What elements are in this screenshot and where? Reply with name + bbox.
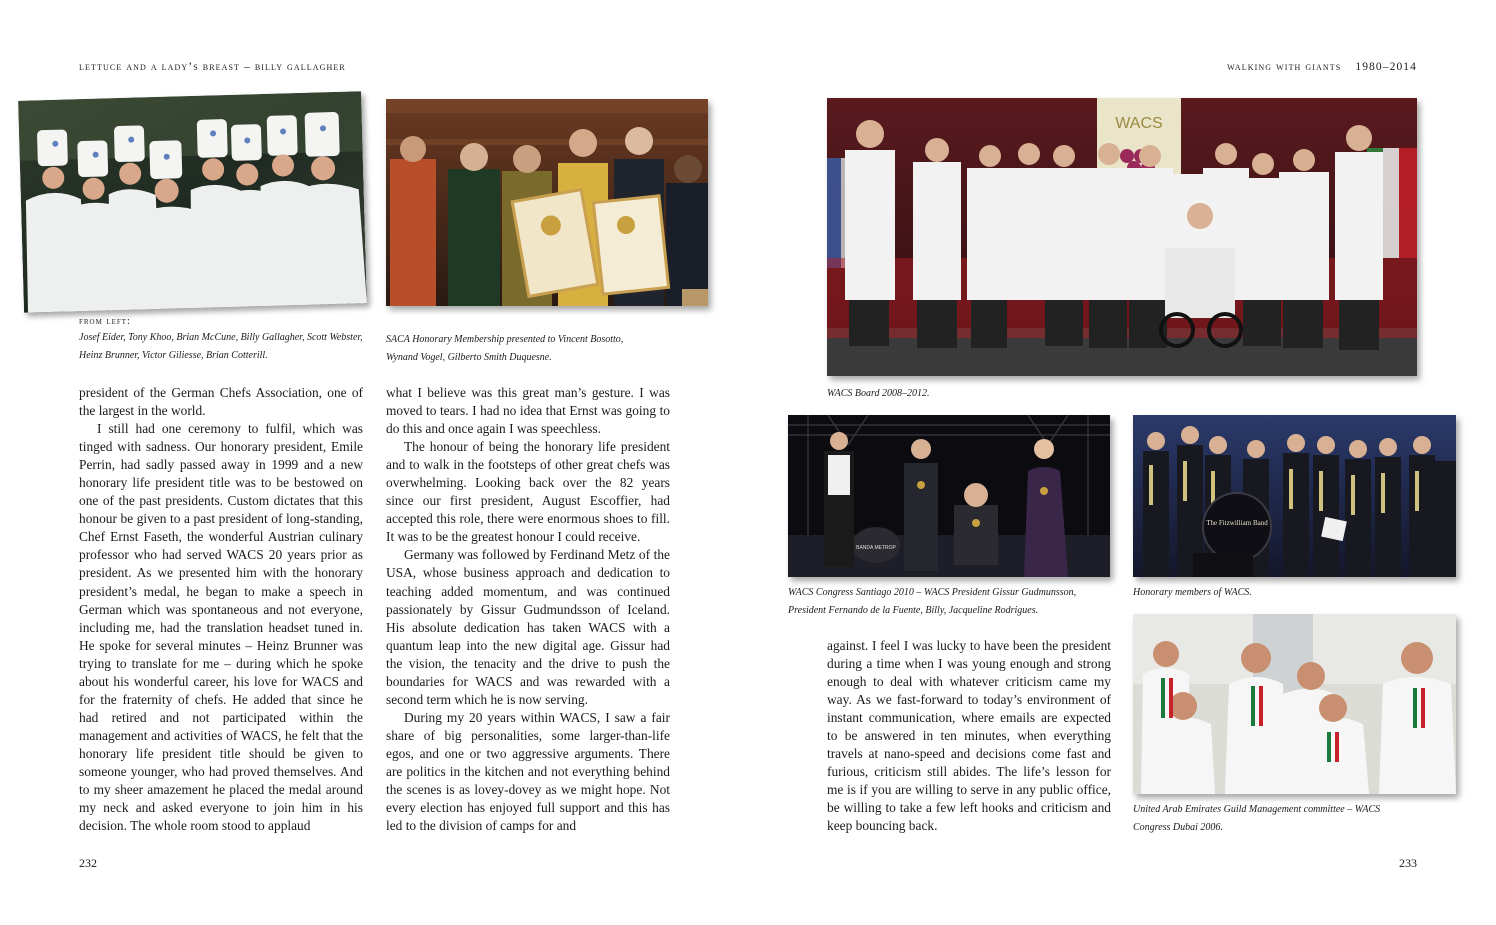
running-head-title: walking with giants	[1227, 61, 1342, 73]
caption-saca-text: SACA Honorary Membership presented to Vincent Bosotto, Wynand Vogel, Gilberto Smith Duquesne.	[386, 334, 624, 363]
paragraph: I still had one ceremony to fulfil, which was tinged with sadness. Our honorary president, Emile Perrin, had sadly passed away in 1999 and a new honorary life president title was to be bestowed on one of the past presidents. Custom dictates that this honour be given to a past president of long-standing, Chef Ernst Faseth, the wonderful Austrian culinary professor who had served WACS 20 years prior as president. As we presented him with the honorary president’s medal, he began to make a speech in German which was spontaneous and not everyone, including me, had the translation headset tuned in. He spoke for several minutes – Heinz Brunner was trying to translate for me – during which he spoke about his wonderful career, his love for WACS and for the fraternity of chefs. He added that since he had retired and not participated within the management and activities of WACS, he felt that the honorary life president title should be given to someone younger, who had proved themselves. And to my sheer amazement he placed the medal around my neck and asked everyone to join him in his decision. The whole room stood to applaud	[79, 421, 363, 834]
paragraph: The honour of being the honorary life president and to walk in the footsteps of other great chefs was overwhelming. Looking back over the 82 years since our first president, August Escoffier, had accepted this role, there were enormous shoes to fill. It was to be the greatest honour I could receive.	[386, 439, 670, 545]
page-number-left: 232	[79, 856, 97, 870]
caption-board	[827, 385, 1127, 403]
paragraph: against. I feel I was lucky to have been the president during a time when I was young enough and strong enough to deal with whatever criticism came my way. As we fast-forward to today’s environment of instant communication, where emails are expected to be answered in ten minutes, when everything travels at nano-speed and decisions come fast and furious, criticism still abides. The life’s lesson for me is if you are willing to serve in any public office, be willing to take a few left hooks and criticism and keep bouncing back.	[827, 638, 1111, 834]
caption-santiago	[788, 584, 1110, 620]
photo-uae-guild	[1133, 614, 1456, 794]
caption-saca	[386, 331, 656, 367]
caption-santiago-text: WACS Congress Santiago 2010 – WACS President Gissur Gudmunsson, President Fernando de la Fuente, Billy, Jacqueline Rodrigues.	[788, 587, 1077, 616]
caption-honorary	[1133, 584, 1433, 602]
running-head-left: lettuce and a lady’s breast – billy gallagher	[79, 61, 346, 73]
paragraph: Germany was followed by Ferdinand Metz of the USA, whose business approach and dedication to teaching added momentum, and was continued passionately by Gissur Gudmundsson of Iceland. His absolute dedication has taken WACS with a quantum leap into the new digital age. Gissur had the vision, the tenacity and the drive to push the boundaries for WACS and was rewarded with a second term which he is now serving.	[386, 547, 670, 707]
photo-honorary-members	[1133, 415, 1456, 577]
caption-uae-text: United Arab Emirates Guild Management committee – WACS Congress Dubai 2006.	[1133, 804, 1381, 833]
wacs-banner-text: WACS	[1115, 115, 1163, 132]
caption-uae	[1133, 801, 1393, 837]
caption-chefs	[79, 315, 369, 365]
caption-chefs-text: Josef Eider, Tony Khoo, Brian McCune, Billy Gallagher, Scott Webster, Heinz Brunner, Victor Giliesse, Brian Cotterill.	[79, 332, 363, 361]
paragraph: what I believe was this great man’s gesture. I was moved to tears. I had no idea that Ernst was going to do this and once again I was speechless.	[386, 385, 670, 437]
text-column-3	[827, 637, 1111, 836]
photo-chefs-group	[18, 91, 367, 312]
running-head-right	[1227, 61, 1417, 73]
text-column-2	[386, 384, 670, 835]
photo-saca-membership	[386, 99, 708, 306]
photo-santiago-congress	[788, 415, 1110, 577]
paragraph: president of the German Chefs Association, one of the largest in the world.	[79, 385, 363, 419]
photo-wacs-board	[827, 98, 1417, 376]
caption-board-text: WACS Board 2008–2012.	[827, 388, 930, 399]
text-column-1	[79, 384, 363, 835]
paragraph: During my 20 years within WACS, I saw a fair share of big personalities, some larger-than-life egos, and one or two aggressive arguments. There are politics in the kitchen and not everything behind the scenes is as lovey-dovey as we might hope. Not every election has enjoyed full support and this has led to the division of camps for and	[386, 709, 670, 834]
page-number-right: 233	[1399, 856, 1417, 870]
stage-sign-text: BANDA METROP	[856, 545, 896, 551]
caption-chefs-lead: from left:	[79, 316, 131, 327]
caption-honorary-text: Honorary members of WACS.	[1133, 587, 1252, 598]
running-head-years: 1980–2014	[1355, 61, 1417, 73]
band-drum-text: The Fitzwilliam Band	[1206, 519, 1268, 527]
